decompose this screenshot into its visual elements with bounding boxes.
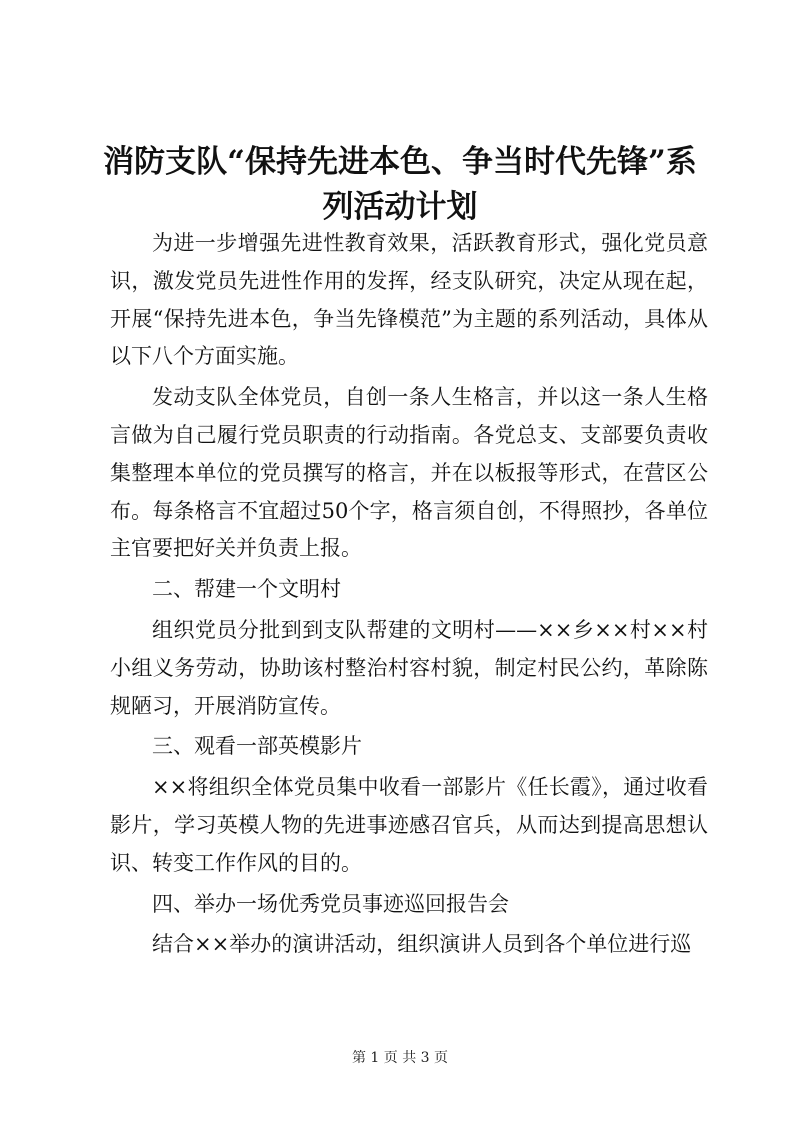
section-heading-2: 二、帮建一个文明村	[152, 577, 341, 602]
paragraph-village: 组织党员分批到到支队帮建的文明村——××乡××村××村小组义务劳动，协助该村整治村容村貌，制定村民公约，革除陈规陋习，开展消防宣传。	[110, 617, 708, 718]
document-title: 消防支队“保持先进本色、争当时代先锋”系列活动计划	[103, 144, 697, 225]
paragraph-motto: 发动支队全体党员，自创一条人生格言，并以这一条人生格言做为自己履行党员职责的行动指南。各党总支、支部要负责收集整理本单位的党员撰写的格言，并在以板报等形式，在营区公布。每条格言不宜超过50个字，格言须自创，不得照抄，各单位主官要把好关并负责上报。	[110, 385, 708, 561]
paragraph-report: 结合××举办的演讲活动，组织演讲人员到各个单位进行巡	[152, 932, 692, 957]
document-body	[110, 225, 708, 967]
paragraph-film: ××将组织全体党员集中收看一部影片《任长霞》，通过收看影片，学习英模人物的先进事迹感召官兵，从而达到提高思想认识、转变工作作风的目的。	[110, 775, 708, 875]
paragraph-intro: 为进一步增强先进性教育效果，活跃教育形式，强化党员意识，激发党员先进性作用的发挥，经支队研究，决定从现在起，开展“保持先进本色，争当先锋模范”为主题的系列活动，具体从以下八个方面实施。	[110, 231, 708, 369]
section-heading-3: 三、观看一部英模影片	[152, 734, 362, 759]
section-heading-4: 四、举办一场优秀党员事迹巡回报告会	[152, 891, 509, 916]
page-number-footer: 第 1 页 共 3 页	[351, 1050, 449, 1066]
